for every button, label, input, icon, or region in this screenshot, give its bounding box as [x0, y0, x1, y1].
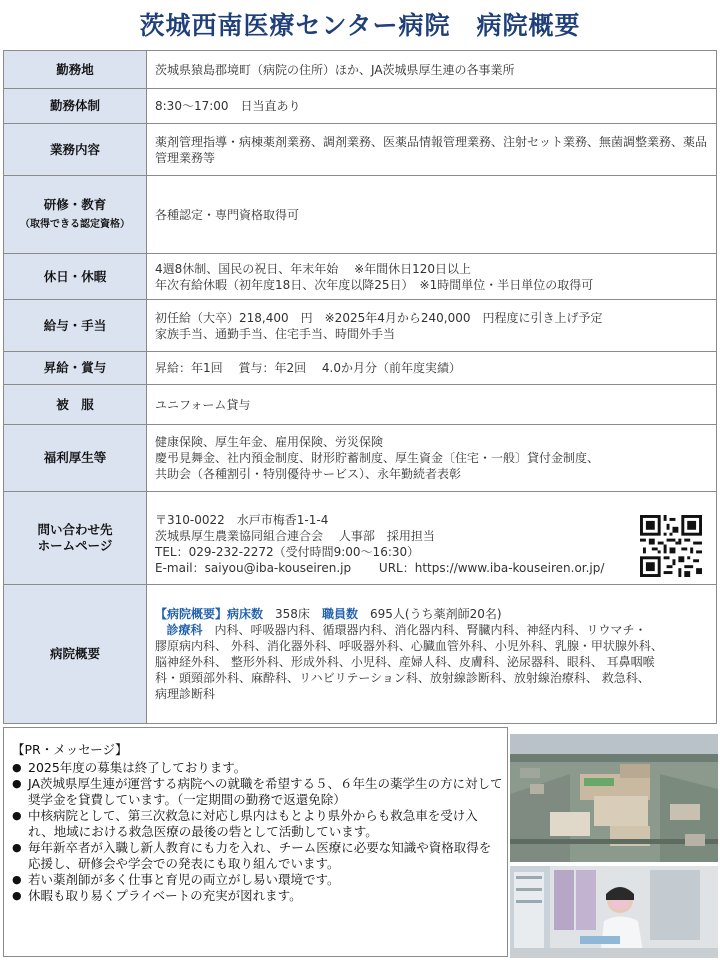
label-contact-2: ホームページ [37, 538, 113, 553]
value-contact [147, 492, 717, 585]
row-welfare [4, 425, 717, 492]
label-training-sub: （取得できる認定資格） [20, 218, 130, 230]
value-raise: 昇給：年1回 賞与：年2回 4.0か月分（前年度実績） [147, 352, 717, 385]
holidays-line-2: 年次有給休暇（初年度18日、次年度以降25日） ※1時間単位・半日単位の取得可 [155, 277, 594, 292]
overview-depts-1: 内科、呼吸器内科、循環器内科、消化器内科、腎臓内科、神経内科、リウマチ・ [214, 623, 647, 637]
pr-message-box [3, 727, 508, 957]
row-salary [4, 300, 717, 352]
row-uniform [4, 385, 717, 425]
label-duties: 業務内容 [4, 124, 147, 176]
row-duties [4, 124, 717, 176]
contact-line-1: 〒310-0022 水戸市梅香1-1-4 [155, 513, 329, 527]
pr-list [12, 760, 503, 904]
contact-line-2: 茨城県厚生農業協同組合連合会 人事部 採用担当 [155, 529, 435, 543]
pharmacist-photo [510, 866, 718, 958]
contact-body [155, 500, 708, 576]
welfare-line-1: 健康保険、厚生年金、雇用保険、労災保険 [155, 435, 384, 449]
pr-item: ● 休暇も取り易くプライベートの充実が図れます。 [12, 888, 503, 904]
label-welfare: 福利厚生等 [4, 425, 147, 492]
value-shift: 8:30〜17:00 日当直あり [147, 89, 717, 124]
label-location: 勤務地 [4, 51, 147, 89]
holidays-line-1: 4週8休制、国民の祝日、年末年始 ※年間休日120日以上 [155, 261, 472, 276]
overview-staff-label: 職員数 [321, 607, 358, 621]
value-duties: 薬剤管理指導・病棟薬剤業務、調剤業務、医薬品情報管理業務、注射セット業務、無菌調整業務、薬品管理業務等 [147, 124, 717, 176]
overview-depts-4: 科・頭頸部外科、麻酔科、リハビリテーション科、放射線診断科、放射線治療科、 救急科、 [155, 671, 650, 685]
overview-table [3, 50, 717, 724]
pr-item: ● 中核病院として、第三次救急に対応し県内はもとより県外からも救急車を受け入れ、地域における救急医療の最後の砦として活動しています。 [12, 808, 503, 840]
label-contact [4, 492, 147, 585]
pr-item: ● 毎年新卒者が入職し新人教育にも力を入れ、チーム医療に必要な知識や資格取得を応援し、研修会や学会での発表にも取り組んでいます。 [12, 840, 503, 872]
welfare-line-3: 共助会（各種割引・特別優待サービス）、永年勤続者表彰 [155, 467, 462, 481]
value-holidays [147, 254, 717, 300]
row-holidays [4, 254, 717, 300]
label-shift: 勤務体制 [4, 89, 147, 124]
contact-text [155, 500, 708, 576]
value-overview [147, 585, 717, 724]
pr-title: 【PR・メッセージ】 [12, 742, 128, 757]
value-welfare [147, 425, 717, 492]
overview-dept-label: 診療科 [166, 623, 203, 637]
value-salary [147, 300, 717, 352]
row-shift [4, 89, 717, 124]
label-holidays: 休日・休暇 [4, 254, 147, 300]
qr-code-icon[interactable] [640, 515, 702, 577]
value-location: 茨城県猿島郡境町（病院の住所）ほか、JA茨城県厚生連の各事業所 [147, 51, 717, 89]
label-raise: 昇給・賞与 [4, 352, 147, 385]
label-training-main: 研修・教育 [43, 196, 107, 212]
page-title: 茨城西南医療センター病院 病院概要 [139, 11, 581, 40]
overview-depts-3: 脳神経外科、 整形外科、形成外科、小児科、産婦人科、皮膚科、泌尿器科、眼科、 耳鼻咽喉 [155, 655, 655, 669]
welfare-line-2: 慶弔見舞金、社内預金制度、財形貯蓄制度、厚生資金〔住宅・一般〕貸付金制度、 [155, 451, 600, 465]
row-training [4, 176, 717, 254]
overview-line-1 [155, 606, 708, 622]
value-uniform: ユニフォーム貸与 [147, 385, 717, 425]
row-overview [4, 585, 717, 724]
pr-item: ● JA茨城県厚生連が運営する病院への就職を希望する５、６年生の薬学生の方に対して奨学金を貸費しています。（一定期間の勤務で返還免除） [12, 776, 503, 808]
label-overview: 病院概要 [4, 585, 147, 724]
pr-item: ● 2025年度の募集は終了しております。 [12, 760, 503, 776]
salary-line-1: 初任給（大卒）218,400 円 ※2025年4月から240,000 円程度に引き上げ予定 [155, 310, 603, 325]
row-location [4, 51, 717, 89]
overview-staff: 695人(うち薬剤師20名) [369, 607, 502, 621]
hospital-aerial-photo [510, 734, 718, 862]
pr-item: ● 若い薬剤師が多く仕事と育児の両立がし易い環境です。 [12, 872, 503, 888]
label-salary: 給与・手当 [4, 300, 147, 352]
label-uniform: 被 服 [4, 385, 147, 425]
row-contact [4, 492, 717, 585]
row-raise [4, 352, 717, 385]
overview-head: 【病院概要】病床数 [155, 607, 264, 621]
overview-beds: 358床 [275, 607, 310, 621]
label-training [4, 176, 147, 254]
overview-depts-2: 膠原病内科、 外科、消化器外科、呼吸器外科、心臓血管外科、小児外科、乳腺・甲状腺外科、 [155, 639, 663, 653]
overview-depts-5: 病理診断科 [155, 687, 216, 701]
salary-line-2: 家族手当、通勤手当、住宅手当、時間外手当 [155, 326, 396, 341]
value-training: 各種認定・専門資格取得可 [147, 176, 717, 254]
contact-line-3: TEL：029-232-2272（受付時間9:00〜16:30） [155, 545, 420, 559]
overview-line-2 [155, 622, 708, 638]
label-contact-1: 問い合わせ先 [37, 522, 113, 537]
contact-line-4[interactable]: E-mail：saiyou@iba-kouseiren.jp URL：https://www.iba-kouseiren.or.jp/ [155, 561, 605, 575]
